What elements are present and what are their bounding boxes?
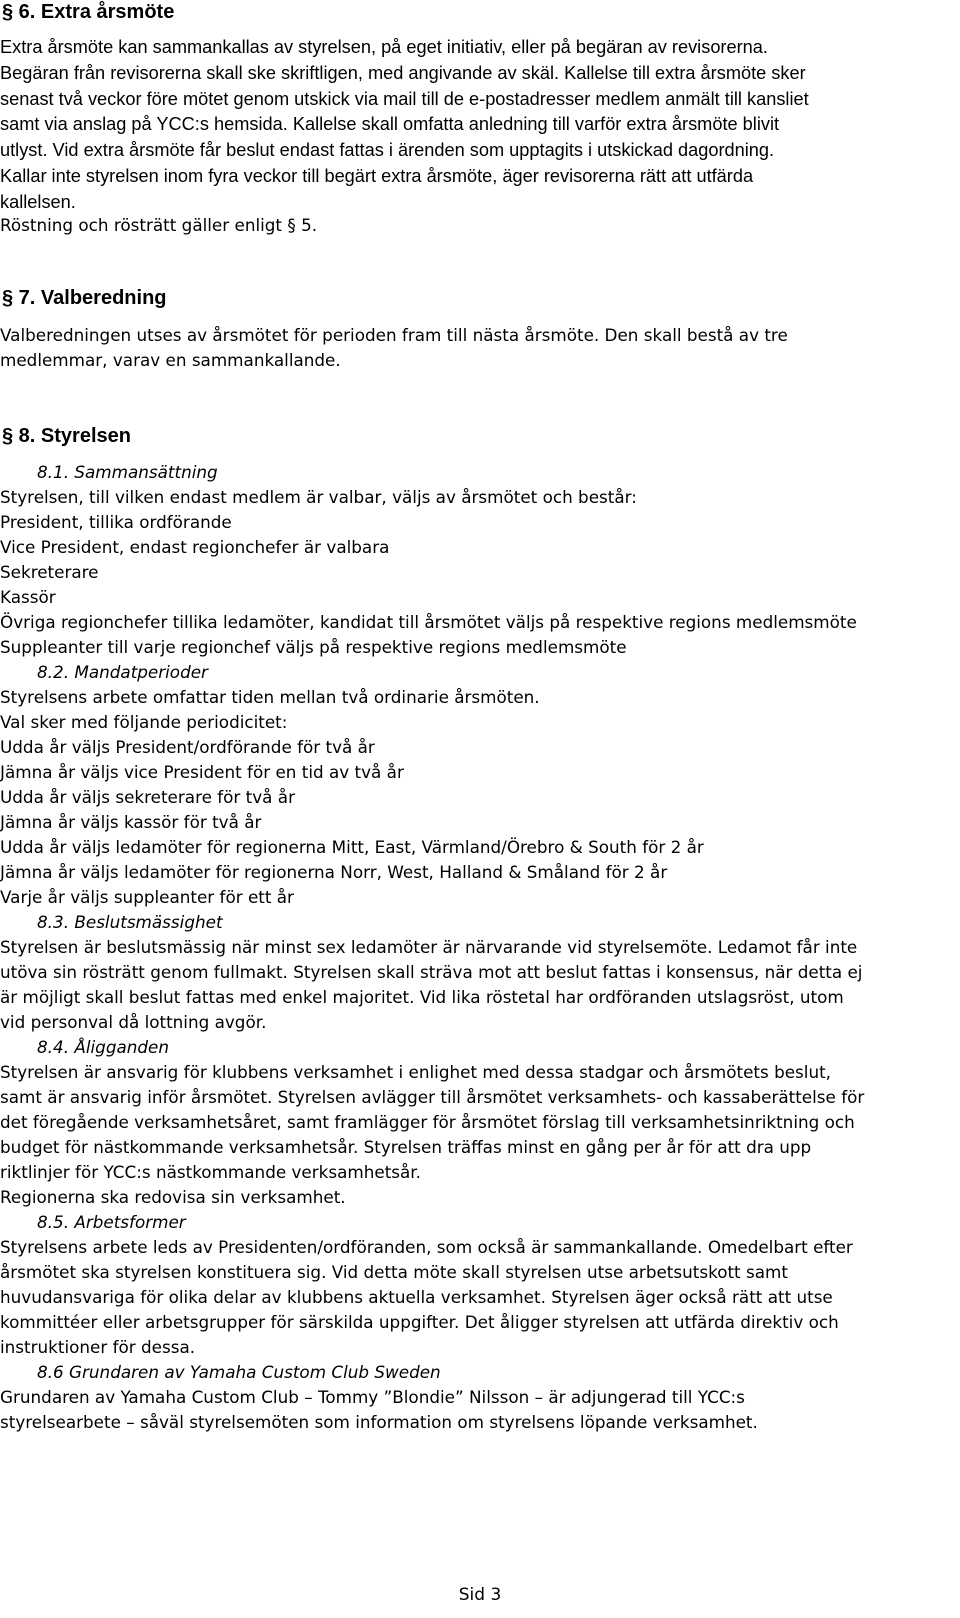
subsection-8-2-body xyxy=(0,685,960,910)
section-6-line: kallelsen. xyxy=(0,191,76,212)
section-6-line: Extra årsmöte kan sammankallas av styrelsen, på eget initiativ, eller på begäran av revisorerna. xyxy=(0,37,768,57)
subsection-8-4-line: det föregående verksamhetsåret, samt framlägger för årsmötet förslag till verksamhetsinriktning och xyxy=(0,1112,855,1132)
subsection-8-2-line: Udda år väljs President/ordförande för två år xyxy=(0,737,375,757)
section-7-body xyxy=(0,323,960,373)
subsection-8-4-body xyxy=(0,1060,960,1210)
subsection-8-3-line: är möjligt skall beslut fattas med enkel majoritet. Vid lika röstetal har ordföranden utslagsröst, utom xyxy=(0,987,844,1007)
subsection-8-2-line: Jämna år väljs kassör för två år xyxy=(0,812,262,832)
subsection-8-3-line: utöva sin rösträtt genom fullmakt. Styrelsen skall sträva mot att beslut fattas i konsensus, när detta ej xyxy=(0,962,863,982)
subsection-8-2-line: Jämna år väljs vice President för en tid av två år xyxy=(0,762,404,782)
subsection-8-1-line: President, tillika ordförande xyxy=(0,512,232,532)
subsection-8-2-line: Varje år väljs suppleanter för ett år xyxy=(0,887,294,907)
section-7-line: Valberedningen utses av årsmötet för perioden fram till nästa årsmöte. Den skall bestå av tre xyxy=(0,325,788,345)
subsection-8-6-line: Grundaren av Yamaha Custom Club – Tommy ”Blondie” Nilsson – är adjungerad till YCC:s xyxy=(0,1387,745,1407)
subsection-8-6-heading: 8.6 Grundaren av Yamaha Custom Club Sweden xyxy=(37,1362,441,1382)
subsection-8-1-line: Styrelsen, till vilken endast medlem är valbar, väljs av årsmötet och består: xyxy=(0,487,637,507)
section-6-body xyxy=(0,35,960,216)
subsection-8-4-line: Styrelsen är ansvarig för klubbens verksamhet i enlighet med dessa stadgar och årsmötets beslut, xyxy=(0,1062,832,1082)
subsection-8-5-heading: 8.5. Arbetsformer xyxy=(37,1212,186,1232)
subsection-8-2-line: Udda år väljs sekreterare för två år xyxy=(0,787,295,807)
subsection-8-3-line: vid personval då lottning avgör. xyxy=(0,1012,267,1032)
subsection-8-2-heading: 8.2. Mandatperioder xyxy=(37,662,208,682)
subsection-8-5-line: instruktioner för dessa. xyxy=(0,1337,196,1357)
subsection-8-2-line: Val sker med följande periodicitet: xyxy=(0,712,288,732)
subsection-8-5-line: huvudansvariga för olika delar av klubbens aktuella verksamhet. Styrelsen äger också rätt att utse xyxy=(0,1287,833,1307)
subsection-8-2-line: Jämna år väljs ledamöter för regionerna Norr, West, Halland & Småland för 2 år xyxy=(0,862,668,882)
section-6-line: Begäran från revisorerna skall ske skriftligen, med angivande av skäl. Kallelse till extra årsmöte sker xyxy=(0,62,806,83)
subsection-8-4-line: budget för nästkommande verksamhetsår. Styrelsen träffas minst en gång per år för att dra upp xyxy=(0,1137,812,1157)
subsection-8-6-line: styrelsearbete – såväl styrelsemöten som information om styrelsens löpande verksamhet. xyxy=(0,1412,758,1432)
subsection-8-2-line: Styrelsens arbete omfattar tiden mellan två ordinarie årsmöten. xyxy=(0,687,540,707)
subsection-8-1-line: Sekreterare xyxy=(0,562,99,582)
subsection-8-1-line: Suppleanter till varje regionchef väljs på respektive regions medlemsmöte xyxy=(0,637,627,657)
section-8-heading: § 8. Styrelsen xyxy=(2,425,131,447)
subsection-8-1-line: Kassör xyxy=(0,587,56,607)
section-6-voting-line: Röstning och rösträtt gäller enligt § 5. xyxy=(0,215,318,235)
subsection-8-4-line: Regionerna ska redovisa sin verksamhet. xyxy=(0,1187,346,1207)
section-7-heading: § 7. Valberedning xyxy=(2,287,167,309)
subsection-8-1-heading: 8.1. Sammansättning xyxy=(37,462,218,482)
subsection-8-5-line: kommittéer eller arbetsgrupper för särskilda uppgifter. Det åligger styrelsen att utfärda direktiv och xyxy=(0,1312,839,1332)
subsection-8-1-line: Övriga regionchefer tillika ledamöter, kandidat till årsmötet väljs på respektive regions medlemsmöte xyxy=(0,612,857,632)
subsection-8-1-body xyxy=(0,485,960,660)
subsection-8-3-heading: 8.3. Beslutsmässighet xyxy=(37,912,223,932)
subsection-8-4-heading: 8.4. Åligganden xyxy=(37,1037,169,1057)
subsection-8-2-line: Udda år väljs ledamöter för regionerna Mitt, East, Värmland/Örebro & South för 2 år xyxy=(0,837,704,857)
subsection-8-6-body xyxy=(0,1385,960,1435)
subsection-8-4-line: samt är ansvarig inför årsmötet. Styrelsen avlägger till årsmötet verksamhets- och kassaberättelse för xyxy=(0,1087,865,1107)
section-6-line: Kallar inte styrelsen inom fyra veckor till begärt extra årsmöte, äger revisorerna rätt att utfärda xyxy=(0,165,754,186)
section-6-line: senast två veckor före mötet genom utskick via mail till de e-postadresser medlem anmält till kansliet xyxy=(0,88,809,109)
section-6-line: utlyst. Vid extra årsmöte får beslut endast fattas i ärenden som upptagits i utskickad dagordning. xyxy=(0,140,775,161)
section-7-line: medlemmar, varav en sammankallande. xyxy=(0,350,341,370)
subsection-8-4-line: riktlinjer för YCC:s nästkommande verksamhetsår. xyxy=(0,1162,422,1182)
section-6-heading: § 6. Extra årsmöte xyxy=(2,1,175,23)
subsection-8-3-body xyxy=(0,935,960,1035)
subsection-8-5-line: Styrelsens arbete leds av Presidenten/ordföranden, som också är sammankallande. Omedelbart efter xyxy=(0,1237,853,1257)
subsection-8-5-line: årsmötet ska styrelsen konstituera sig. Vid detta möte skall styrelsen utse arbetsutskott samt xyxy=(0,1262,788,1282)
section-6-line: samt via anslag på YCC:s hemsida. Kallelse skall omfatta anledning till varför extra årsmöte blivit xyxy=(0,114,780,135)
subsection-8-3-line: Styrelsen är beslutsmässig när minst sex ledamöter är närvarande vid styrelsemöte. Ledamot får inte xyxy=(0,937,858,957)
subsection-8-1-line: Vice President, endast regionchefer är valbara xyxy=(0,537,390,557)
page-number: Sid 3 xyxy=(458,1585,502,1605)
subsection-8-5-body xyxy=(0,1235,960,1360)
